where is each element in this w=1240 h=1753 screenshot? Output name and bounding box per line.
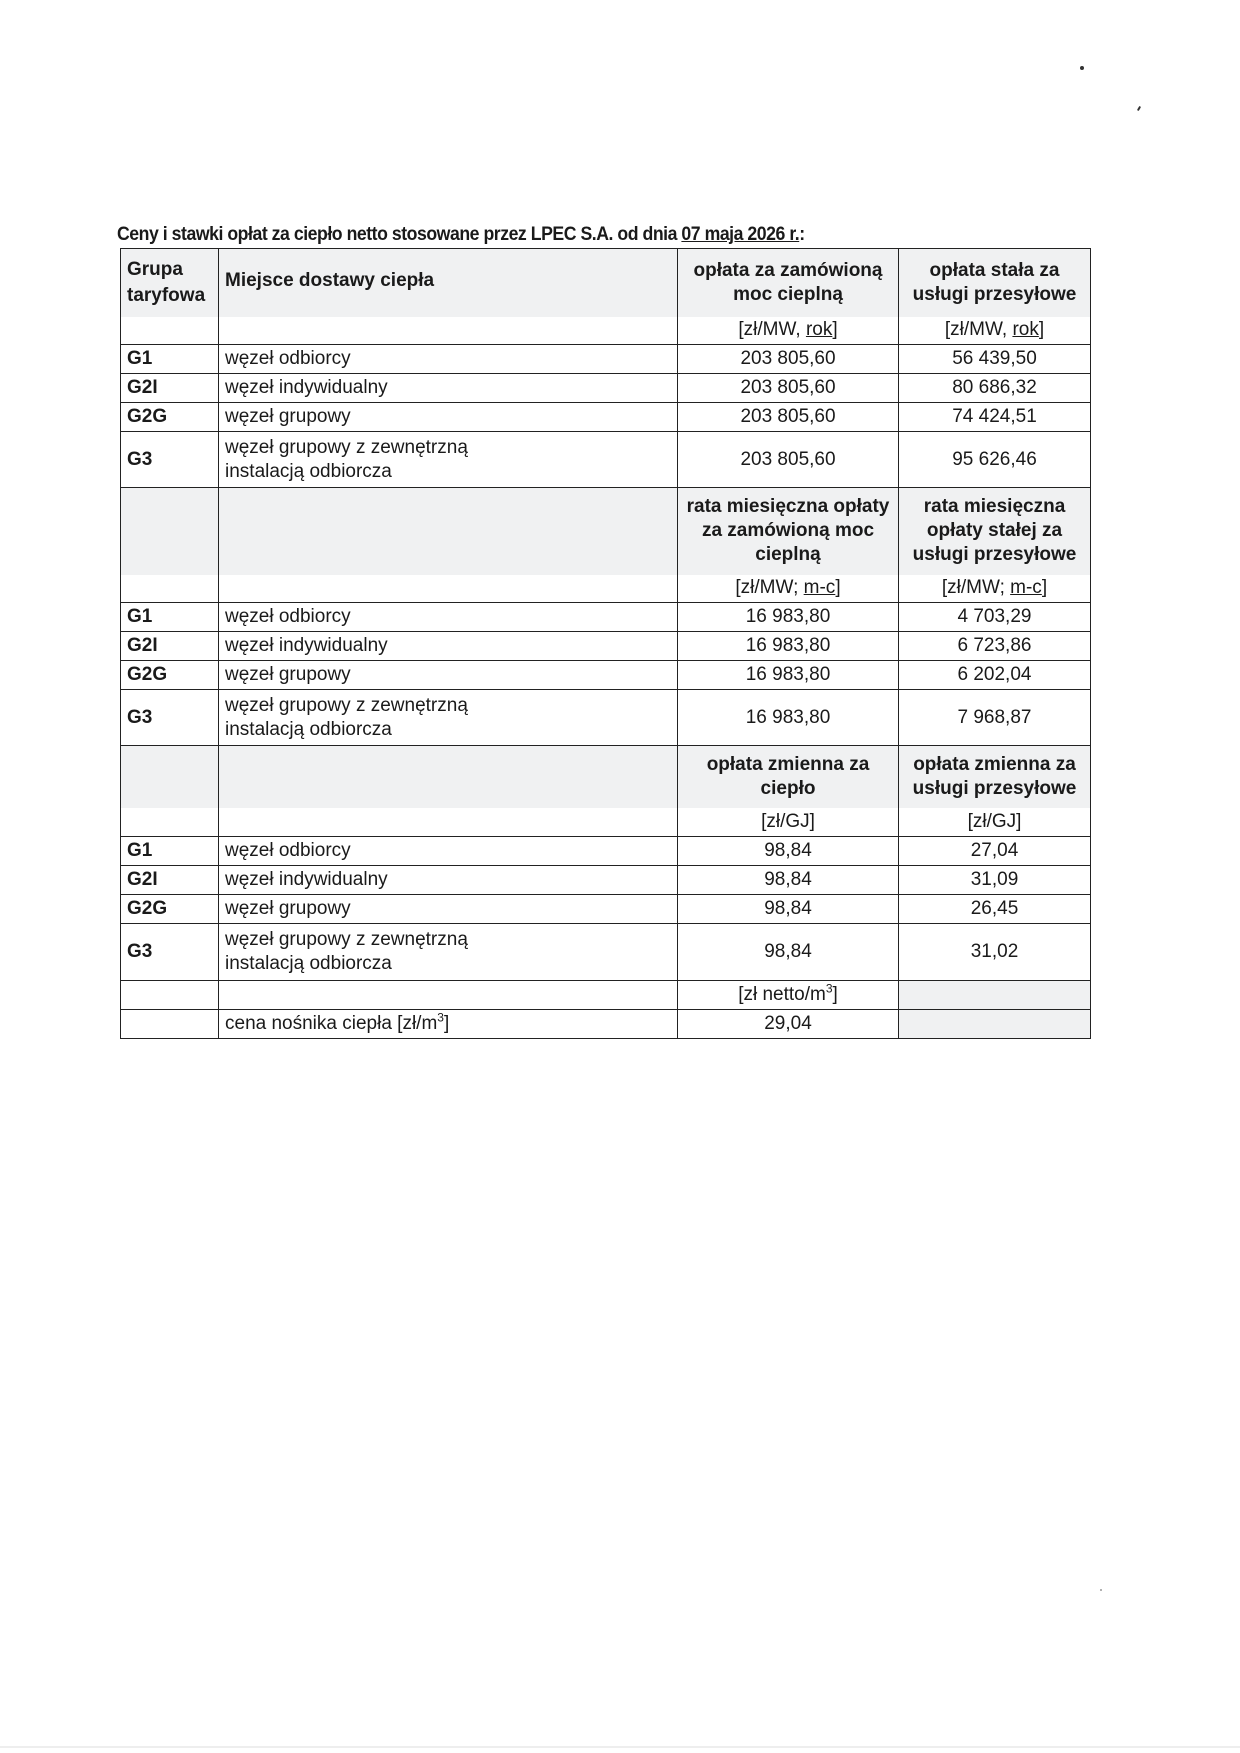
variable-header-heat: opłata zmienna za ciepło [678, 746, 899, 808]
header-group: Grupa taryfowa [121, 249, 219, 317]
place-cell: węzeł grupowy z zewnętrzną instalacją odbiorcza [219, 432, 678, 488]
carrier-unit-blank [219, 981, 678, 1010]
group-cell: G1 [121, 837, 219, 866]
unit-text: [zł/MW, [738, 319, 806, 341]
tariff-table [120, 248, 1091, 1039]
fixed-cell: 95 626,46 [899, 432, 1091, 488]
carrier-label [219, 1010, 678, 1039]
variable-header-group-blank [121, 746, 219, 808]
group-cell: G1 [121, 345, 219, 374]
header-group-spacer [121, 317, 219, 345]
variable-unit-spacer [121, 808, 219, 837]
place-cell: węzeł grupowy [219, 661, 678, 690]
scan-bottom-edge [0, 1746, 1240, 1748]
variable-header-transmission: opłata zmienna za usługi przesyłowe [899, 746, 1091, 808]
header-unit-row [121, 317, 1091, 345]
capacity-cell: 203 805,60 [678, 374, 899, 403]
label-exponent: 3 [437, 1010, 444, 1025]
monthly-header-row [121, 488, 1091, 575]
variable-heat-unit: [zł/GJ] [678, 808, 899, 837]
header-row [121, 249, 1091, 317]
label-text: cena nośnika ciepła [zł/m [225, 1013, 438, 1034]
carrier-unit-row [121, 981, 1091, 1010]
place-cell: węzeł indywidualny [219, 866, 678, 895]
unit-text: [zł/MW, [944, 319, 1013, 341]
place-cell: węzeł grupowy [219, 403, 678, 432]
monthly-capacity-unit [678, 575, 899, 603]
fixed-cell: 74 424,51 [899, 403, 1091, 432]
monthly-unit-spacer [121, 575, 219, 603]
group-cell: G2G [121, 661, 219, 690]
fixed-cell: 6 202,04 [899, 661, 1091, 690]
place-cell: węzeł grupowy z zewnętrzną instalacją odbiorcza [219, 690, 678, 746]
header-place-spacer [219, 317, 678, 345]
monthly-header-fixed: rata miesięczna opłaty stałej za usługi przesyłowe [899, 488, 1091, 575]
scan-speck [1100, 1589, 1102, 1591]
group-cell: G2I [121, 866, 219, 895]
place-cell: węzeł odbiorcy [219, 603, 678, 632]
unit-text: [zł/MW; [735, 577, 804, 599]
table-row [121, 345, 1091, 374]
title-date: 07 maja 2026 r. [681, 224, 800, 245]
group-cell: G1 [121, 603, 219, 632]
group-cell: G3 [121, 432, 219, 488]
header-place: Miejsce dostawy ciepła [219, 249, 678, 317]
fixed-cell: 80 686,32 [899, 374, 1091, 403]
carrier-unit-shaded-blank [899, 981, 1091, 1010]
capacity-cell: 203 805,60 [678, 345, 899, 374]
heat-cell: 98,84 [678, 866, 899, 895]
monthly-unit-spacer [219, 575, 678, 603]
variable-unit-row [121, 808, 1091, 837]
unit-text: ] [832, 984, 838, 1005]
table-row [121, 374, 1091, 403]
group-cell: G3 [121, 924, 219, 981]
variable-unit-spacer [219, 808, 678, 837]
place-cell: węzeł indywidualny [219, 632, 678, 661]
monthly-header-place-blank [219, 488, 678, 575]
unit-period: rok [805, 319, 833, 341]
monthly-unit-row [121, 575, 1091, 603]
group-cell: G2G [121, 403, 219, 432]
header-fixed: opłata stała za usługi przesyłowe [899, 249, 1091, 317]
carrier-value: 29,04 [678, 1010, 899, 1039]
table-row [121, 632, 1091, 661]
fixed-cell: 4 703,29 [899, 603, 1091, 632]
header-capacity-unit [678, 317, 899, 345]
carrier-row [121, 1010, 1091, 1039]
table-row [121, 895, 1091, 924]
capacity-cell: 203 805,60 [678, 432, 899, 488]
document-title [117, 224, 805, 246]
header-fixed-unit [899, 317, 1091, 345]
label-text: ] [443, 1013, 450, 1034]
unit-exponent: 3 [825, 981, 833, 996]
title-suffix: : [799, 224, 805, 245]
transmission-cell: 31,02 [899, 924, 1091, 981]
variable-header-row [121, 746, 1091, 808]
group-cell: G2I [121, 374, 219, 403]
monthly-header-group-blank [121, 488, 219, 575]
transmission-cell: 26,45 [899, 895, 1091, 924]
transmission-cell: 27,04 [899, 837, 1091, 866]
table-row [121, 432, 1091, 488]
fixed-cell: 7 968,87 [899, 690, 1091, 746]
monthly-fixed-unit [899, 575, 1091, 603]
table-row [121, 661, 1091, 690]
capacity-cell: 203 805,60 [678, 403, 899, 432]
carrier-unit-blank [121, 981, 219, 1010]
table-row [121, 403, 1091, 432]
unit-text: ] [1038, 319, 1045, 341]
heat-cell: 98,84 [678, 924, 899, 981]
variable-transmission-unit: [zł/GJ] [899, 808, 1091, 837]
capacity-cell: 16 983,80 [678, 690, 899, 746]
carrier-shaded-blank [899, 1010, 1091, 1039]
group-cell: G2I [121, 632, 219, 661]
unit-text: ] [1041, 577, 1048, 599]
fixed-cell: 6 723,86 [899, 632, 1091, 661]
carrier-group-blank [121, 1010, 219, 1039]
heat-cell: 98,84 [678, 895, 899, 924]
group-cell: G2G [121, 895, 219, 924]
unit-period: m-c [803, 577, 836, 599]
group-cell: G3 [121, 690, 219, 746]
table-row [121, 866, 1091, 895]
place-cell: węzeł odbiorcy [219, 837, 678, 866]
capacity-cell: 16 983,80 [678, 632, 899, 661]
capacity-cell: 16 983,80 [678, 603, 899, 632]
fixed-cell: 56 439,50 [899, 345, 1091, 374]
place-cell: węzeł grupowy [219, 895, 678, 924]
unit-period: rok [1012, 319, 1039, 341]
variable-header-place-blank [219, 746, 678, 808]
unit-text: ] [832, 319, 838, 341]
header-capacity: opłata za zamówioną moc cieplną [678, 249, 899, 317]
table-row [121, 690, 1091, 746]
title-prefix: Ceny i stawki opłat za ciepło netto stosowane przez LPEC S.A. od dnia [117, 224, 682, 245]
table-row [121, 603, 1091, 632]
place-cell: węzeł odbiorcy [219, 345, 678, 374]
heat-cell: 98,84 [678, 837, 899, 866]
transmission-cell: 31,09 [899, 866, 1091, 895]
place-cell: węzeł grupowy z zewnętrzną instalacją odbiorcza [219, 924, 678, 981]
monthly-header-capacity: rata miesięczna opłaty za zamówioną moc cieplną [678, 488, 899, 575]
capacity-cell: 16 983,80 [678, 661, 899, 690]
scan-speck [1137, 106, 1141, 111]
unit-period: m-c [1010, 577, 1042, 599]
unit-text: ] [835, 577, 841, 599]
carrier-unit [678, 981, 899, 1010]
table-row [121, 924, 1091, 981]
unit-text: [zł/MW; [941, 577, 1011, 599]
table-row [121, 837, 1091, 866]
scan-speck [1080, 66, 1084, 70]
unit-text: [zł netto/m [738, 984, 826, 1005]
place-cell: węzeł indywidualny [219, 374, 678, 403]
